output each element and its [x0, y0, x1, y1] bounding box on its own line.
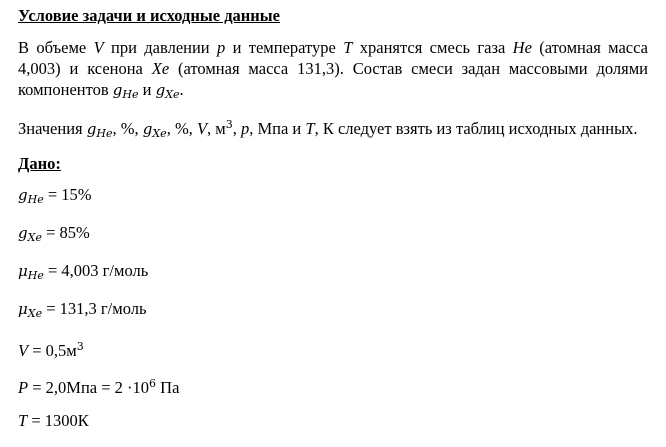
value: = 4,003 г/моль [43, 261, 149, 280]
symbol-helium: He [512, 38, 532, 57]
section-heading: Условие задачи и исходные данные [18, 6, 281, 25]
text: , %, [112, 119, 143, 138]
symbol-volume: V [196, 119, 208, 138]
text: , К следует взять из таблиц исходных данных. [314, 119, 638, 138]
symbol: μ [18, 262, 28, 280]
given-temperature [18, 410, 648, 431]
text: . [179, 80, 184, 99]
text: (атомная масса 131,3). Состав смеси задан массовыми долями компонентов [18, 59, 649, 99]
given-heading: Дано: [18, 154, 61, 173]
problem-statement [18, 37, 648, 105]
text: , м [207, 119, 226, 138]
symbol-xenon: Xe [151, 59, 170, 78]
subscript: He [122, 88, 139, 101]
text: при давлении [103, 38, 217, 57]
value: = 131,3 г/моль [42, 299, 147, 318]
value: = 0,5м [28, 341, 77, 360]
text: В объеме [18, 38, 94, 57]
text: и температуре [225, 38, 344, 57]
given-list [18, 184, 648, 431]
value: = 15% [43, 185, 92, 204]
symbol-g: g [142, 120, 153, 138]
symbol-g: g [112, 81, 123, 99]
symbol-pressure: p [240, 119, 250, 138]
symbol: g [18, 224, 28, 242]
symbol-temperature: T [18, 411, 28, 430]
text: , [232, 119, 241, 138]
symbol: μ [18, 300, 28, 318]
value: = 2,0Мпа = 2 ·10 [28, 378, 150, 397]
text: (атомная масса 4,003) и ксенона [18, 38, 648, 78]
symbol-volume: V [93, 38, 104, 57]
value: = 1300К [27, 411, 89, 430]
text: и [138, 80, 156, 99]
given-volume [18, 336, 648, 361]
symbol-pressure: P [18, 378, 29, 397]
symbol-pressure: p [216, 38, 226, 57]
symbol-temperature: T [305, 119, 315, 138]
subscript: Xe [165, 88, 180, 101]
unit: Па [156, 378, 180, 397]
given-pressure [18, 373, 648, 398]
symbol-temperature: T [343, 38, 353, 57]
value: = 85% [41, 223, 90, 242]
subscript: He [27, 193, 44, 206]
superscript: 6 [149, 377, 157, 390]
text: , %, [166, 119, 197, 138]
text: Значения [18, 119, 87, 138]
given-item [18, 184, 648, 210]
symbol-g: g [155, 81, 166, 99]
subscript: He [96, 127, 113, 140]
text: , Мпа и [249, 119, 306, 138]
given-item [18, 298, 648, 324]
subscript: He [27, 269, 44, 282]
data-instruction [18, 114, 648, 144]
superscript: 3 [225, 118, 233, 131]
text: хранятся смесь газа [352, 38, 513, 57]
given-item [18, 260, 648, 286]
symbol: g [18, 186, 28, 204]
subscript: Xe [152, 127, 167, 140]
subscript: Xe [27, 231, 42, 244]
symbol-volume: V [18, 341, 29, 360]
subscript: Xe [27, 307, 43, 320]
given-item [18, 222, 648, 248]
symbol-g: g [86, 120, 97, 138]
superscript: 3 [76, 340, 84, 353]
